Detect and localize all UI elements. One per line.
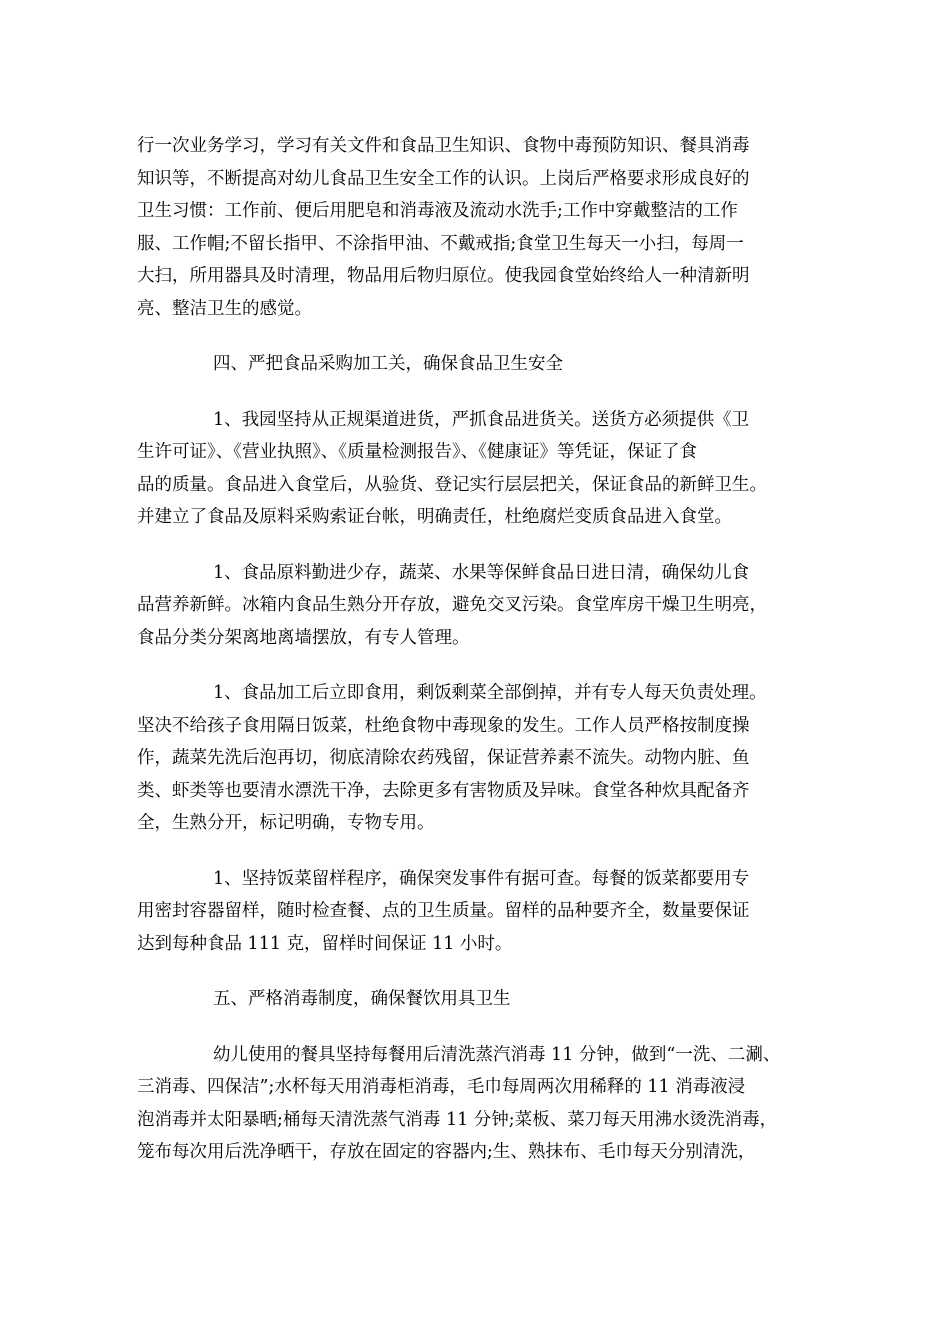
- text-line: 生许可证》、《营业执照》、《质量检测报告》、《健康证》等凭证，保证了食: [137, 442, 697, 462]
- paragraph-hygiene-habits: [137, 130, 827, 325]
- text-line: 1、食品加工后立即食用，剩饭剩菜全部倒掉，并有专人每天负责处理。: [213, 683, 767, 703]
- text-line: 用密封容器留样，随时检查餐、点的卫生质量。留样的品种要齐全，数量要保证: [137, 901, 750, 921]
- text-line: 食品分类分架离地离墙摆放，有专人管理。: [137, 627, 470, 648]
- paragraph-sampling: [137, 863, 827, 961]
- text-line: 亮、整洁卫生的感觉。: [137, 298, 312, 319]
- text-line: 知识等，不断提高对幼儿食品卫生安全工作的认识。上岗后严格要求形成良好的: [137, 168, 750, 189]
- text-line: 笼布每次用后洗净晒干，存放在固定的容器内;生、熟抹布、毛巾每天分别清洗，: [137, 1142, 756, 1162]
- paragraph-processing: [137, 677, 827, 840]
- paragraph-procurement: [137, 404, 827, 534]
- text-line: 三消毒、四保洁”;水杯每天用消毒柜消毒，毛巾每周两次用稀释的 11 消毒液浸: [137, 1077, 746, 1097]
- text-line: 泡消毒并太阳暴晒;桶每天清洗蒸气消毒 11 分钟;菜板、菜刀每天用沸水烫洗消毒，: [137, 1109, 778, 1130]
- text-line: 大扫，所用器具及时清理，物品用后物归原位。使我园食堂始终给人一种清新明: [137, 266, 750, 286]
- text-line: 卫生习惯：工作前、便后用肥皂和消毒液及流动水洗手;工作中穿戴整洁的工作: [137, 201, 738, 221]
- document-body: [137, 130, 827, 1192]
- section-heading-4: [137, 348, 827, 381]
- text-line: 服、工作帽;不留长指甲、不涂指甲油、不戴戒指;食堂卫生每天一小扫，每周一: [137, 233, 744, 254]
- heading-text: 四、严把食品采购加工关，确保食品卫生安全: [213, 354, 563, 374]
- section-heading-5: [137, 983, 827, 1016]
- heading-text: 五、严格消毒制度，确保餐饮用具卫生: [213, 989, 511, 1009]
- text-line: 品营养新鲜。冰箱内食品生熟分开存放，避免交叉污染。食堂库房干燥卫生明亮，: [137, 595, 767, 615]
- paragraph-disinfection: [137, 1039, 827, 1169]
- text-line: 作，蔬菜先洗后泡再切，彻底清除农药残留，保证营养素不流失。动物内脏、鱼: [137, 748, 750, 768]
- text-line: 全，生熟分开，标记明确，专物专用。: [137, 813, 435, 833]
- text-line: 幼儿使用的餐具坚持每餐用后清洗蒸汽消毒 11 分钟，做到“一洗、二涮、: [213, 1044, 781, 1065]
- text-line: 1、食品原料勤进少存，蔬菜、水果等保鲜食品日进日清，确保幼儿食: [213, 562, 750, 583]
- text-line: 达到每种食品 111 克，留样时间保证 11 小时。: [137, 933, 513, 954]
- text-line: 坚决不给孩子食用隔日饭菜，杜绝食物中毒现象的发生。工作人员严格按制度操: [137, 715, 750, 736]
- text-line: 行一次业务学习，学习有关文件和食品卫生知识、食物中毒预防知识、餐具消毒: [137, 136, 750, 156]
- paragraph-storage: [137, 557, 827, 655]
- text-line: 并建立了食品及原料采购索证台帐，明确责任，杜绝腐烂变质食品进入食堂。: [137, 507, 732, 527]
- text-line: 类、虾类等也要清水漂洗干净，去除更多有害物质及异味。食堂各种炊具配备齐: [137, 780, 750, 801]
- text-line: 1、坚持饭菜留样程序，确保突发事件有据可查。每餐的饭菜都要用专: [213, 868, 750, 889]
- text-line: 品的质量。食品进入食堂后，从验货、登记实行层层把关，保证食品的新鲜卫生。: [137, 474, 767, 495]
- text-line: 1、我园坚持从正规渠道进货，严抓食品进货关。送货方必须提供《卫: [213, 409, 750, 430]
